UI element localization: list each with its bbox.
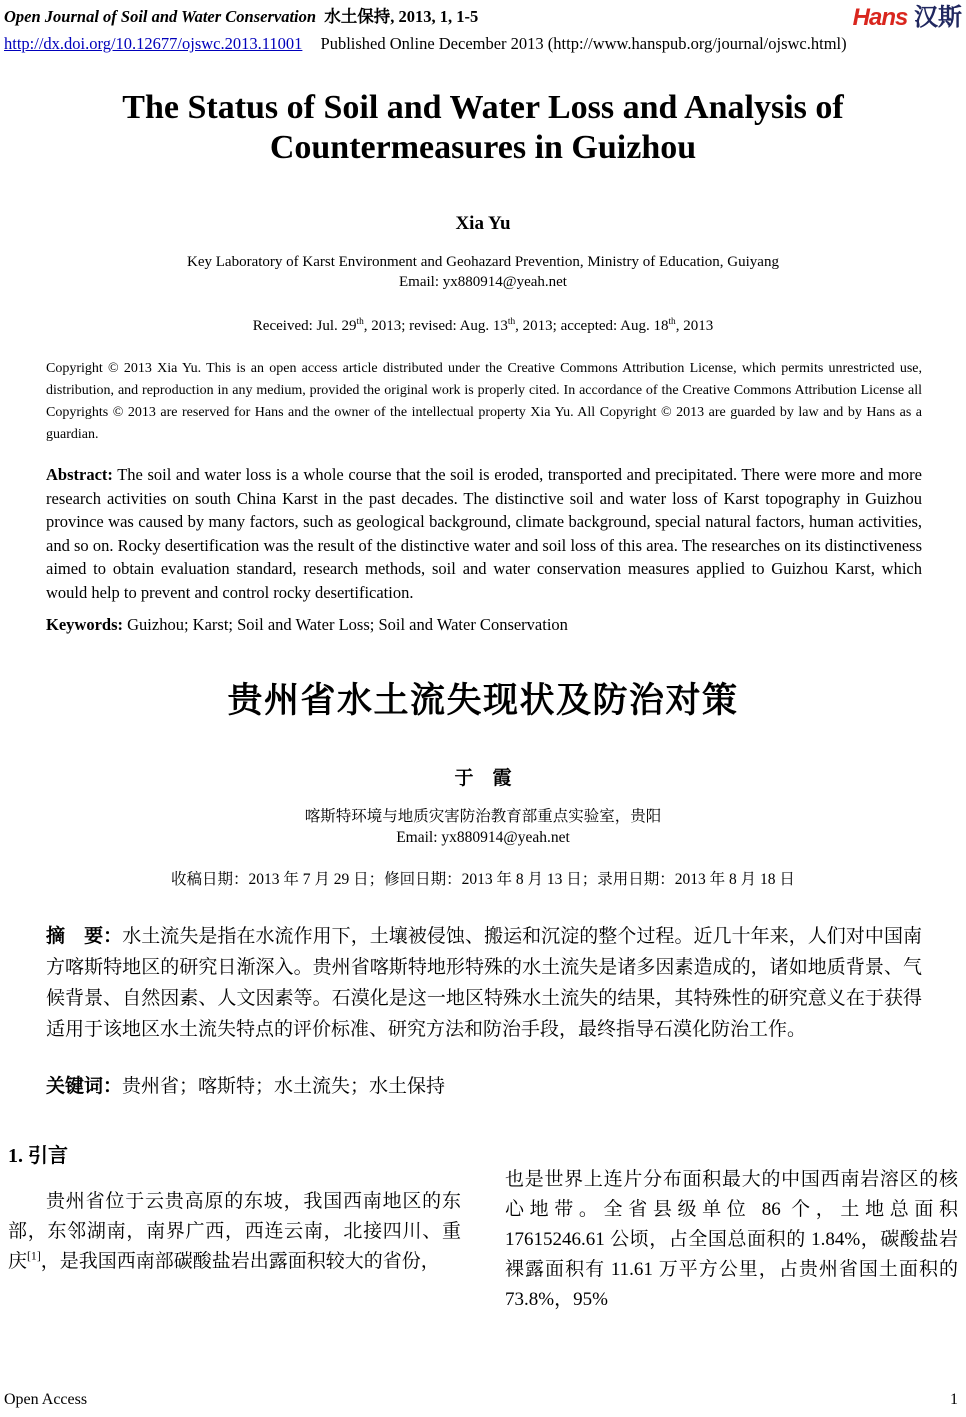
footer-page-number: 1 — [950, 1391, 958, 1408]
keywords-label-en: Keywords: — [46, 615, 123, 634]
email-cn: Email: yx880914@yeah.net — [396, 829, 570, 846]
paper-title-en: The Status of Soil and Water Loss and Analysis of Countermeasures in Guizhou — [122, 89, 844, 166]
header-line2 — [4, 33, 962, 54]
citation-ref-1: [1] — [27, 1249, 41, 1263]
keywords-text-en: Guizhou; Karst; Soil and Water Loss; Soil and Water Conservation — [123, 615, 568, 634]
affiliation-block-cn — [4, 806, 962, 848]
author-cn: 于 霞 — [454, 768, 512, 789]
received-line: Received: Jul. 29th, 2013; revised: Aug. 13th, 2013; accepted: Aug. 18th, 2013 — [252, 317, 714, 334]
section-1-title: 引言 — [28, 1145, 68, 1167]
page-header — [4, 6, 962, 30]
abstract-text-en: The soil and water loss is a whole course that the soil is eroded, transported and precipitated. There were more and more research activities on south China Karst in the past decades. The distinctive soil and water loss of Karst topography in Guizhou province was caused by many factors, such as geological background, climate background, special natural factors, human activities, and so on. Rocky desertification was the result of the distinctive water and soil loss of this area. The researches on its distinctiveness aimed to obtain evaluation standard, research methods, soil and water conservation measures applied to Guizhou Karst, which would help to prevent and control rocky desertification. — [46, 465, 922, 602]
keywords-cn — [46, 1074, 922, 1100]
journal-issue: 水土保持, 2013, 1, 1-5 — [324, 7, 479, 26]
affiliation-cn: 喀斯特环境与地质灾害防治教育部重点实验室，贵阳 — [304, 808, 662, 825]
dates-cn: 收稿日期：2013 年 7 月 29 日；修回日期：2013 年 8 月 13 日；录用日期：2013 年 8 月 18 日 — [171, 871, 795, 888]
intro-column-left — [8, 1142, 461, 1315]
abstract-cn — [46, 921, 922, 1045]
paper-title-cn: 贵州省水土流失现状及防治对策 — [227, 681, 739, 720]
doi-link[interactable]: http://dx.doi.org/10.12677/ojswc.2013.11001 — [4, 34, 303, 53]
copyright-notice: Copyright © 2013 Xia Yu. This is an open access article distributed under the Creative Commons Attribution License, which permits unrestricted use, distribution, and reproduction in any medium, provided the original work is properly cited. In accordance of the Creative Commons Attribution License all Copyrights © 2013 are reserved for Hans and the owner of the intellectual property Xia Yu. All Copyright © 2013 are guarded by law and by Hans as a guardian. — [46, 361, 922, 442]
abstract-text-cn: 水土流失是指在水流作用下，土壤被侵蚀、搬运和沉淀的整个过程。近几十年来，人们对中国南方喀斯特地区的研究日渐深入。贵州省喀斯特地形特殊的水土流失是诸多因素造成的，诸如地质背景、气候背景、自然因素、人文因素等。石漠化是这一地区特殊水土流失的结果，其特殊性的研究意义在于获得适用于该地区水土流失特点的评价标准、研究方法和防治手段，最终指导石漠化防治工作。 — [46, 926, 922, 1040]
keywords-en — [46, 613, 922, 636]
abstract-label-en: Abstract: — [46, 465, 113, 484]
section-1-heading — [8, 1142, 461, 1170]
journal-line — [4, 6, 478, 27]
abstract-label-cn: 摘 要： — [46, 926, 123, 947]
hans-logo-latin: Hans — [852, 4, 908, 31]
intro-paragraph-left: 贵州省位于云贵高原的东坡，我国西南地区的东部，东邻湖南，南界广西，西连云南，北接四川、重庆[1]，是我国西南部碳酸盐岩出露面积较大的省份， — [8, 1191, 461, 1272]
keywords-text-cn: 贵州省；喀斯特；水土流失；水土保持 — [122, 1076, 446, 1097]
journal-name: Open Journal of Soil and Water Conservation — [4, 7, 317, 26]
page-footer — [4, 1390, 958, 1410]
intro-column-right — [505, 1142, 958, 1315]
intro-paragraph-right: 也是世界上连片分布面积最大的中国西南岩溶区的核心地带。全省县级单位 86 个，土地总面积 17615246.61 公顷，占全国总面积的 1.84%，碳酸盐岩裸露面积有 11.61 万平方公里，占贵州省国土面积的 73.8%，95% — [505, 1169, 958, 1310]
hans-logo-cjk: 汉斯 — [914, 4, 962, 31]
author-en: Xia Yu — [455, 213, 511, 234]
email-en: Email: yx880914@yeah.net — [399, 274, 567, 290]
affiliation-en: Key Laboratory of Karst Environment and Geohazard Prevention, Ministry of Education, Guiyang — [187, 254, 779, 270]
keywords-label-cn: 关键词： — [46, 1076, 123, 1097]
section-1-number: 1. — [8, 1145, 28, 1167]
hans-logo — [853, 6, 962, 30]
abstract-en — [46, 463, 922, 604]
affiliation-block-en — [4, 252, 962, 292]
intro-columns — [8, 1142, 958, 1315]
footer-open-access: Open Access — [4, 1391, 88, 1408]
published-info: Published Online December 2013 (http://www.hanspub.org/journal/ojswc.html) — [320, 34, 847, 53]
